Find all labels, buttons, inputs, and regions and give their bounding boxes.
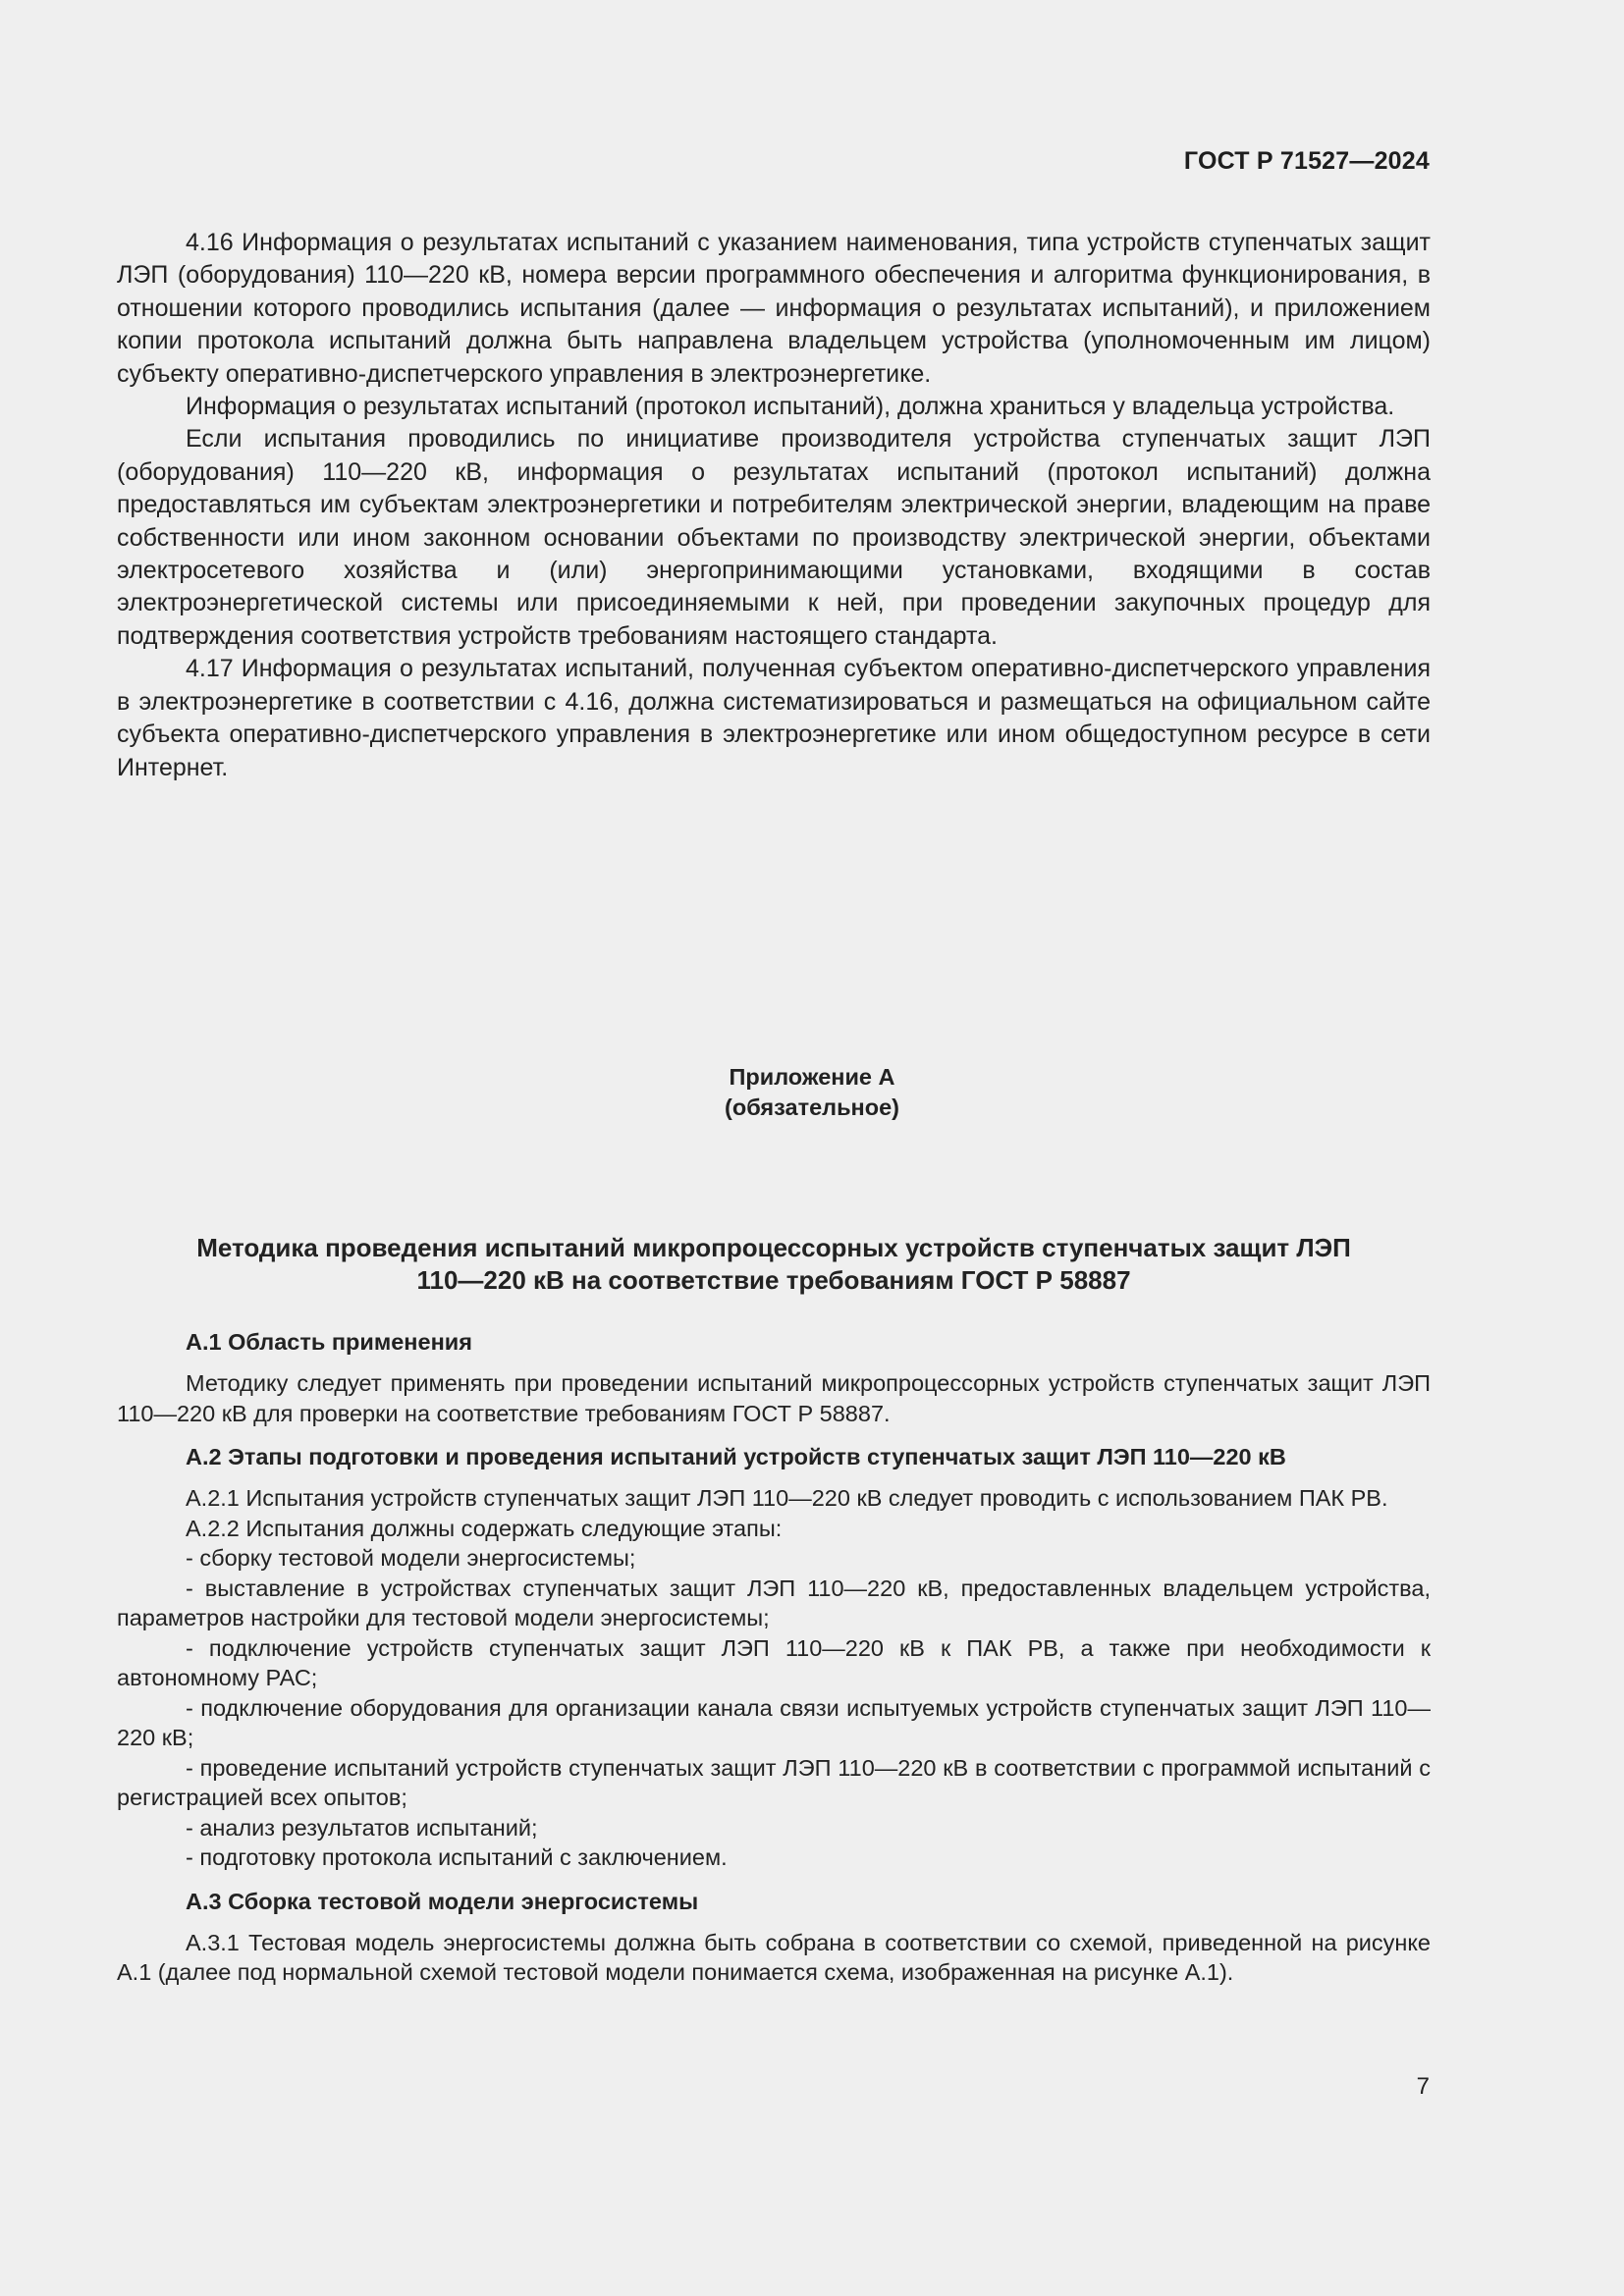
method-title-line-2: 110—220 кВ на соответствие требованиям ГОСТ Р 58887 [416, 1265, 1131, 1295]
section-a1-text: Методику следует применять при проведении испытаний микропроцессорных устройств ступенчатых защит ЛЭП 110—220 кВ для проверки на соответствие требованиям ГОСТ Р 58887. [117, 1370, 1431, 1426]
list-item: - проведение испытаний устройств ступенчатых защит ЛЭП 110—220 кВ в соответствии с программой испытаний с регистрацией всех опытов; [117, 1754, 1431, 1810]
paragraph-a-2-2: А.2.2 Испытания должны содержать следующие этапы: [186, 1515, 783, 1541]
paragraph-manufacturer: Если испытания проводились по инициативе производителя устройства ступенчатых защит ЛЭП (оборудования) 110—220 кВ, информация о результатах испытаний (протокол испытаний) должна предоставляться им субъектам электроэнергетики и потребителям электрической энергии, владеющим на праве собственности или ином законном основании объектами по производству электрической энергии, объектами электросетевого хозяйства и (или) энергопринимающими установками, входящими в состав электроэнергетической системы или присоединяемыми к ней, при проведении закупочных процедур для подтверждения соответствия устройств требованиям настоящего стандарта. [117, 425, 1431, 650]
annex-heading [0, 1062, 1624, 1123]
list-item: - подключение устройств ступенчатых защит ЛЭП 110—220 кВ к ПАК РВ, а также при необходимости к автономному РАС; [117, 1634, 1431, 1690]
list-item: - выставление в устройствах ступенчатых защит ЛЭП 110—220 кВ, предоставленных владельцем устройства, параметров настройки для тестовой модели энергосистемы; [117, 1575, 1431, 1630]
paragraph-storage: Информация о результатах испытаний (протокол испытаний), должна храниться у владельца устройства. [186, 393, 1395, 421]
paragraph-4-17: 4.17 Информация о результатах испытаний, полученная субъектом оперативно-диспетчерского управления в электроэнергетике в соответствии с 4.16, должна систематизироваться и размещаться на официальном сайте субъекта оперативно-диспетчерского управления в электроэнергетике или ином общедоступном ресурсе в сети Интернет. [117, 655, 1431, 781]
section-a3-heading: А.3 Сборка тестовой модели энергосистемы [186, 1888, 699, 1914]
annex-title: Приложение А [729, 1064, 895, 1090]
list-item: - анализ результатов испытаний; [186, 1814, 538, 1841]
method-title-line-1: Методика проведения испытаний микропроцессорных устройств ступенчатых защит ЛЭП [196, 1233, 1351, 1262]
section-a2-heading: А.2 Этапы подготовки и проведения испытаний устройств ступенчатых защит ЛЭП 110—220 кВ [186, 1444, 1286, 1469]
list-item: - подготовку протокола испытаний с заключением. [186, 1844, 728, 1870]
annex-status: (обязательное) [725, 1095, 899, 1120]
page-number: 7 [1416, 2073, 1430, 2100]
annex-body [117, 1327, 1431, 1988]
method-title [117, 1232, 1431, 1297]
list-item: - подключение оборудования для организации канала связи испытуемых устройств ступенчатых защит ЛЭП 110—220 кВ; [117, 1694, 1431, 1750]
paragraph-a-2-1: А.2.1 Испытания устройств ступенчатых защит ЛЭП 110—220 кВ следует проводить с использованием ПАК РВ. [186, 1485, 1388, 1511]
list-item: - сборку тестовой модели энергосистемы; [186, 1545, 636, 1571]
section-a1-heading: А.1 Область применения [186, 1329, 472, 1355]
document-header-id: ГОСТ Р 71527—2024 [1183, 147, 1430, 175]
paragraph-4-16: 4.16 Информация о результатах испытаний с указанием наименования, типа устройств ступенчатых защит ЛЭП (оборудования) 110—220 кВ, номера версии программного обеспечения и алгоритма функционирования, в отношении которого проводились испытания (далее — информация о результатах испытаний), и приложением копии протокола испытаний должна быть направлена владельцем устройства (уполномоченным им лицом) субъекту оперативно-диспетчерского управления в электроэнергетике. [117, 229, 1431, 388]
paragraph-a-3-1: А.3.1 Тестовая модель энергосистемы должна быть собрана в соответствии со схемой, приведенной на рисунке А.1 (далее под нормальной схемой тестовой модели понимается схема, изображенная на рисунке А.1). [117, 1929, 1431, 1985]
section-4-text [117, 227, 1431, 784]
